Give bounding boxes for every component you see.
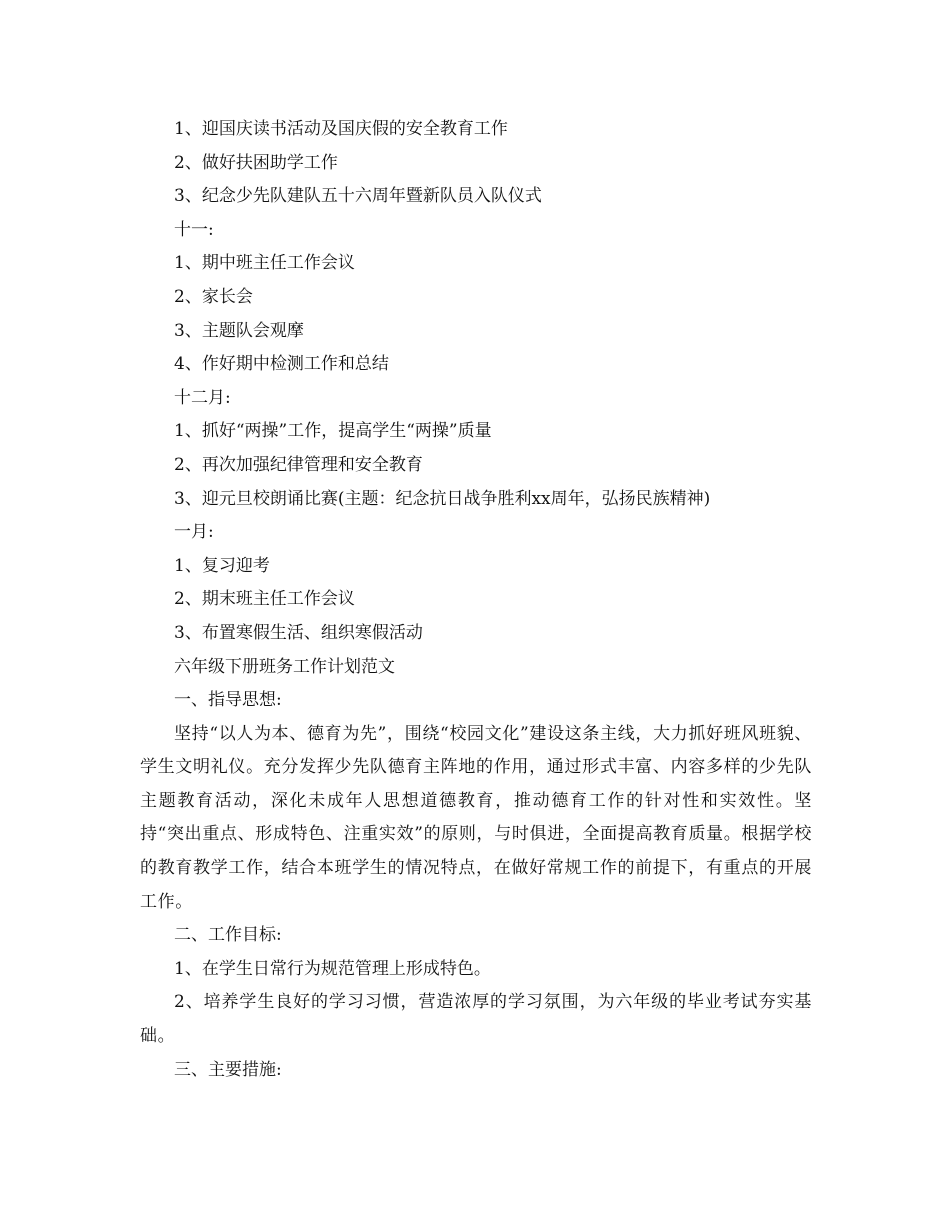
- guiding-paragraph: 坚持“以人为本、德育为先”，围绕“校园文化”建设这条主线，大力抓好班风班貌、学生文明礼仪。充分发挥少先队德育主阵地的作用，通过形式丰富、内容多样的少先队主题教育活动，深化未成年人思想道德教育，推动德育工作的针对性和实效性。坚持“突出重点、形成特色、注重实效”的原则，与时俱进，全面提高教育质量。根据学校的教育教学工作，结合本班学生的情况特点，在做好常规工作的前提下，有重点的开展工作。: [140, 723, 812, 912]
- section-heading-goals: 二、工作目标:: [174, 925, 282, 946]
- text-line: 2、再次加强纪律管理和安全教育: [174, 454, 423, 475]
- text-line: 3、纪念少先队建队五十六周年暨新队员入队仪式: [174, 186, 542, 207]
- text-line: 1、迎国庆读书活动及国庆假的安全教育工作: [174, 119, 508, 139]
- section-heading-guiding: 一、指导思想:: [174, 690, 282, 711]
- text-line: 4、作好期中检测工作和总结: [174, 354, 389, 375]
- text-line: 3、布置寒假生活、组织寒假活动: [174, 622, 423, 643]
- text-line: 3、主题队会观摩: [174, 320, 304, 341]
- month-heading: 十一:: [174, 219, 214, 240]
- text-line: 1、期中班主任工作会议: [174, 253, 355, 274]
- text-line: 1、复习迎考: [174, 555, 270, 576]
- goal-item: 1、在学生日常行为规范管理上形成特色。: [174, 958, 491, 979]
- text-line: 2、做好扶困助学工作: [174, 152, 338, 173]
- text-line: 2、期末班主任工作会议: [174, 589, 355, 610]
- text-line: 2、家长会: [174, 286, 253, 307]
- document-title: 六年级下册班务工作计划范文: [174, 656, 395, 677]
- month-heading: 一月:: [174, 522, 214, 543]
- goal-item: 2、培养学生良好的学习习惯，营造浓厚的学习氛围，为六年级的毕业考试夯实基础。: [140, 992, 812, 1047]
- document-page: [140, 113, 812, 1087]
- month-heading: 十二月:: [174, 387, 231, 408]
- text-line: 1、抓好“两操”工作，提高学生“两操”质量: [174, 421, 492, 442]
- text-line: 3、迎元旦校朗诵比赛(主题：纪念抗日战争胜利xx周年，弘扬民族精神): [174, 488, 711, 509]
- section-heading-measures: 三、主要措施:: [174, 1059, 282, 1080]
